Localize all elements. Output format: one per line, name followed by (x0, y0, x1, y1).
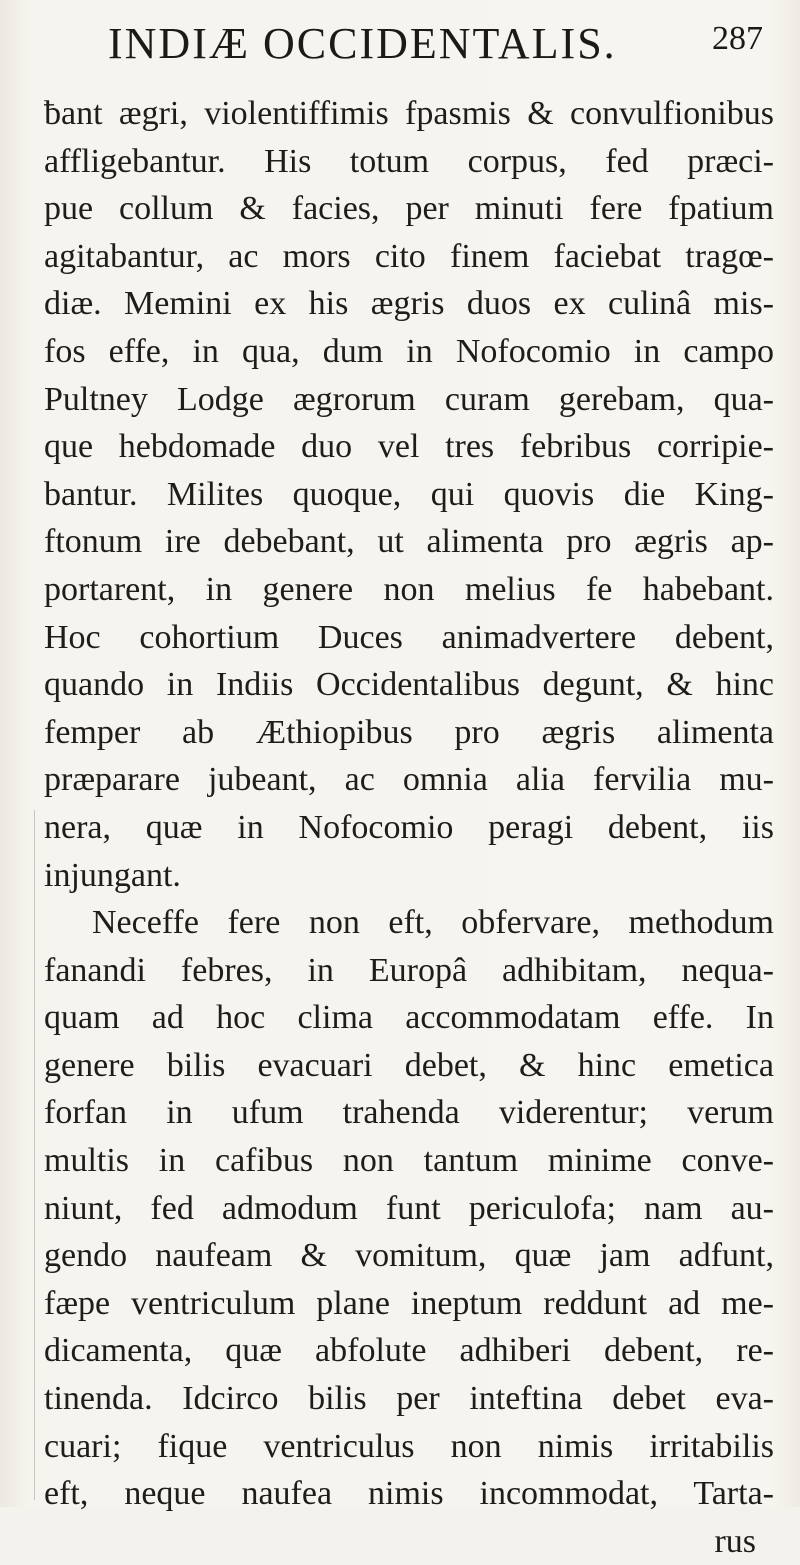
text-line-19: fanandi febres, in Europâ adhibitam, nequa- (44, 951, 774, 989)
text-line-13: quando in Indiis Occidentalibus degunt, & hinc (44, 666, 774, 704)
page-number: 287 (712, 20, 763, 57)
text-line-27: dicamenta, quæ abfolute adhiberi debent, re- (44, 1332, 774, 1370)
text-line-14: femper ab Æthiopibus pro ægris alimenta (44, 713, 774, 751)
running-head (0, 12, 800, 68)
text-line-18: Neceffe fere non eft, obfervare, methodum (92, 904, 774, 942)
text-line-26: fæpe ventriculum plane ineptum reddunt ad me- (44, 1284, 774, 1322)
text-line-25: gendo naufeam & vomitum, quæ jam adfunt, (44, 1237, 774, 1275)
text-line-4: agitabantur, ac mors cito finem faciebat tragœ- (44, 237, 774, 275)
text-line-11: portarent, in genere non melius fe habebant. (44, 570, 774, 608)
text-line-9: bantur. Milites quoque, qui quovis die King- (44, 475, 774, 513)
text-line-16: nera, quæ in Nofocomio peragi debent, iis (44, 808, 774, 846)
text-line-6: fos effe, in qua, dum in Nofocomio in campo (44, 332, 774, 370)
text-line-3: pue collum & facies, per minuti fere fpatium (44, 190, 774, 228)
text-line-8: que hebdomade duo vel tres febribus corripie- (44, 428, 774, 466)
text-line-7: Pultney Lodge ægrorum curam gerebam, qua- (44, 380, 774, 418)
text-line-5: diæ. Memini ex his ægris duos ex culinâ mis- (44, 285, 774, 323)
text-line-23: multis in cafibus non tantum minime conve- (44, 1142, 774, 1180)
left-margin-shadow (34, 810, 35, 1500)
running-head-title: INDIÆ OCCIDENTALIS. (108, 19, 617, 68)
body-text (44, 90, 774, 1565)
text-line-21: genere bilis evacuari debet, & hinc emetica (44, 1046, 774, 1084)
text-line-10: ftonum ire debebant, ut alimenta pro ægris ap- (44, 523, 774, 561)
text-line-2: affligebantur. His totum corpus, fed præci- (44, 142, 774, 180)
text-line-22: forfan in ufum trahenda viderentur; verum (44, 1094, 774, 1132)
text-line-28: tinenda. Idcirco bilis per inteftina debet eva- (44, 1380, 774, 1418)
text-line-30: eft, neque naufea nimis incommodat, Tarta- (44, 1475, 774, 1513)
text-line-15: præparare jubeant, ac omnia alia fervilia mu- (44, 761, 774, 799)
catchword: rus (714, 1522, 756, 1560)
text-line-29: cuari; fique ventriculus non nimis irritabilis (44, 1427, 774, 1465)
text-line-17: injungant. (44, 856, 181, 894)
text-line-12: Hoc cohortium Duces animadvertere debent, (44, 618, 774, 656)
text-line-20: quam ad hoc clima accommodatam effe. In (44, 999, 774, 1037)
text-line-24: niunt, fed admodum funt periculofa; nam au- (44, 1189, 774, 1227)
text-line-1: ƀant ægri, violentiffimis fpasmis & convulfionibus (44, 95, 774, 132)
